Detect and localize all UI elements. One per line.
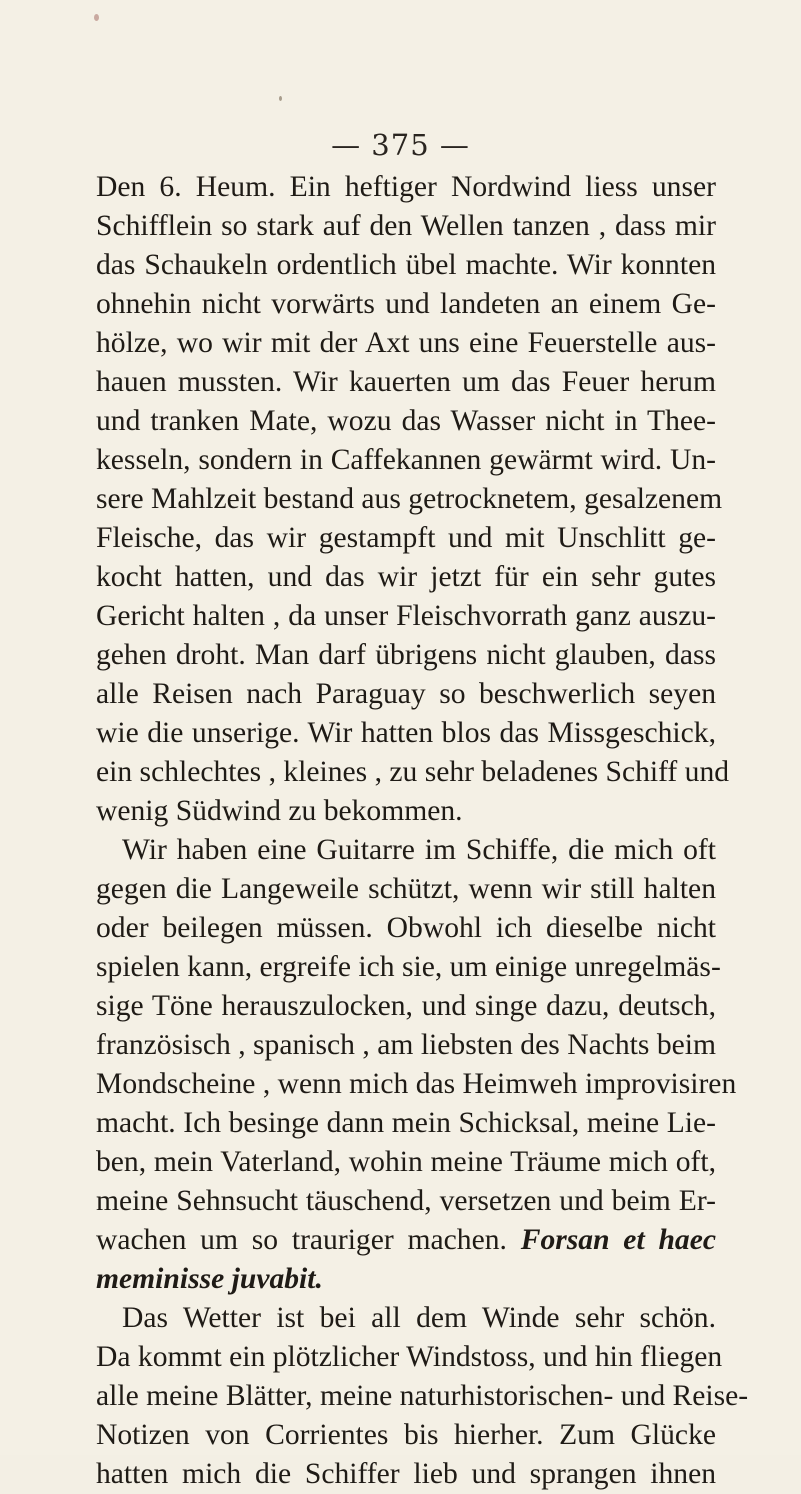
text-line <box>96 1416 716 1455</box>
line-text: Mondscheine , wenn mich das Heimweh improvisiren <box>96 1068 737 1100</box>
line-text: Fleische, das wir gestampft und mit Unschlitt ge- <box>96 522 716 554</box>
line-text: hölze, wo wir mit der Axt uns eine Feuerstelle aus- <box>96 327 716 359</box>
line-text: oder beilegen müssen. Obwohl ich dieselbe nicht <box>96 912 716 944</box>
text-line <box>96 1182 716 1221</box>
text-line <box>96 1026 716 1065</box>
latin-quote: Forsan et haec <box>520 1224 716 1256</box>
line-text: und tranken Mate, wozu das Wasser nicht in Thee- <box>96 405 716 437</box>
line-text: ein schlechtes , kleines , zu sehr beladenes Schiff und <box>96 756 730 788</box>
line-text: französisch , spanisch , am liebsten des Nachts beim <box>96 1029 716 1061</box>
ink-speck <box>94 14 99 21</box>
line-text: Wir haben eine Guitarre im Schiffe, die mich oft <box>122 834 716 866</box>
text-line <box>96 324 716 363</box>
body-text <box>96 168 749 1494</box>
text-line <box>96 1455 716 1494</box>
line-text: Das Wetter ist bei all dem Winde sehr schön. <box>122 1302 716 1334</box>
text-line <box>96 636 716 675</box>
text-line <box>96 675 716 714</box>
line-text: Notizen von Corrientes bis hierher. Zum Glücke <box>96 1419 716 1451</box>
line-text: kesseln, sondern in Caffekannen gewärmt wird. Un- <box>96 444 716 476</box>
line-text: das Schaukeln ordentlich übel machte. Wir konnten <box>96 249 716 281</box>
text-line <box>96 948 721 987</box>
text-line <box>96 402 716 441</box>
line-text: meine Sehnsucht täuschend, versetzen und beim Er- <box>96 1185 716 1217</box>
line-text: Den 6. Heum. Ein heftiger Nordwind liess unser <box>96 171 716 203</box>
text-line <box>96 168 716 207</box>
line-text: ben, mein Vaterland, wohin meine Träume mich oft, <box>96 1146 716 1178</box>
text-line <box>96 714 716 753</box>
line-text: alle Reisen nach Paraguay so beschwerlich seyen <box>96 678 716 710</box>
line-text: ohnehin nicht vorwärts und landeten an einem Ge- <box>96 288 716 320</box>
text-line <box>96 207 716 246</box>
page-number: — 375 — <box>331 128 470 162</box>
text-line <box>96 1377 749 1416</box>
text-line <box>96 363 716 402</box>
line-text: hatten mich die Schiffer lieb und sprangen ihnen <box>96 1458 716 1490</box>
line-text: Schifflein so stark auf den Wellen tanzen , dass mir <box>96 210 716 242</box>
text-line <box>96 753 730 792</box>
text-line <box>96 1221 716 1260</box>
text-line <box>96 480 723 519</box>
text-line <box>96 285 716 324</box>
line-text: spielen kann, ergreife ich sie, um einige unregelmäs- <box>96 951 721 983</box>
text-line <box>96 519 716 558</box>
line-text: macht. Ich besinge dann mein Schicksal, meine Lie- <box>96 1107 716 1139</box>
text-line <box>96 987 716 1026</box>
text-line <box>96 792 716 831</box>
text-line <box>96 1338 723 1377</box>
text-line <box>96 1065 737 1104</box>
line-text: wenig Südwind zu bekommen. <box>96 795 463 827</box>
text-line <box>96 441 716 480</box>
line-text: alle meine Blätter, meine naturhistorischen- und Reise- <box>96 1380 749 1412</box>
text-line <box>96 870 716 909</box>
line-text: Gericht halten , da unser Fleischvorrath ganz auszu- <box>96 600 716 632</box>
text-line <box>96 1104 716 1143</box>
line-text: sere Mahlzeit bestand aus getrocknetem, gesalzenem <box>96 483 723 515</box>
ink-speck <box>279 96 282 101</box>
text-line <box>96 1143 716 1182</box>
line-text: gegen die Langeweile schützt, wenn wir still halten <box>96 873 716 905</box>
text-line <box>96 558 716 597</box>
text-line <box>96 1299 716 1338</box>
text-line <box>96 831 716 870</box>
line-text: kocht hatten, und das wir jetzt für ein sehr gutes <box>96 561 716 593</box>
line-text: gehen droht. Man darf übrigens nicht glauben, dass <box>96 639 716 671</box>
latin-quote: meminisse juvabit. <box>96 1263 323 1295</box>
line-text: wie die unserige. Wir hatten blos das Missgeschick, <box>96 717 716 749</box>
line-text: sige Töne herauszulocken, und singe dazu, deutsch, <box>96 990 716 1022</box>
text-line <box>96 1260 716 1299</box>
line-text: hauen mussten. Wir kauerten um das Feuer herum <box>96 366 716 398</box>
text-line <box>96 246 716 285</box>
text-line <box>96 597 716 636</box>
line-text: Da kommt ein plötzlicher Windstoss, und hin fliegen <box>96 1341 723 1373</box>
line-text: wachen um so trauriger machen. <box>96 1224 521 1256</box>
text-line <box>96 909 716 948</box>
